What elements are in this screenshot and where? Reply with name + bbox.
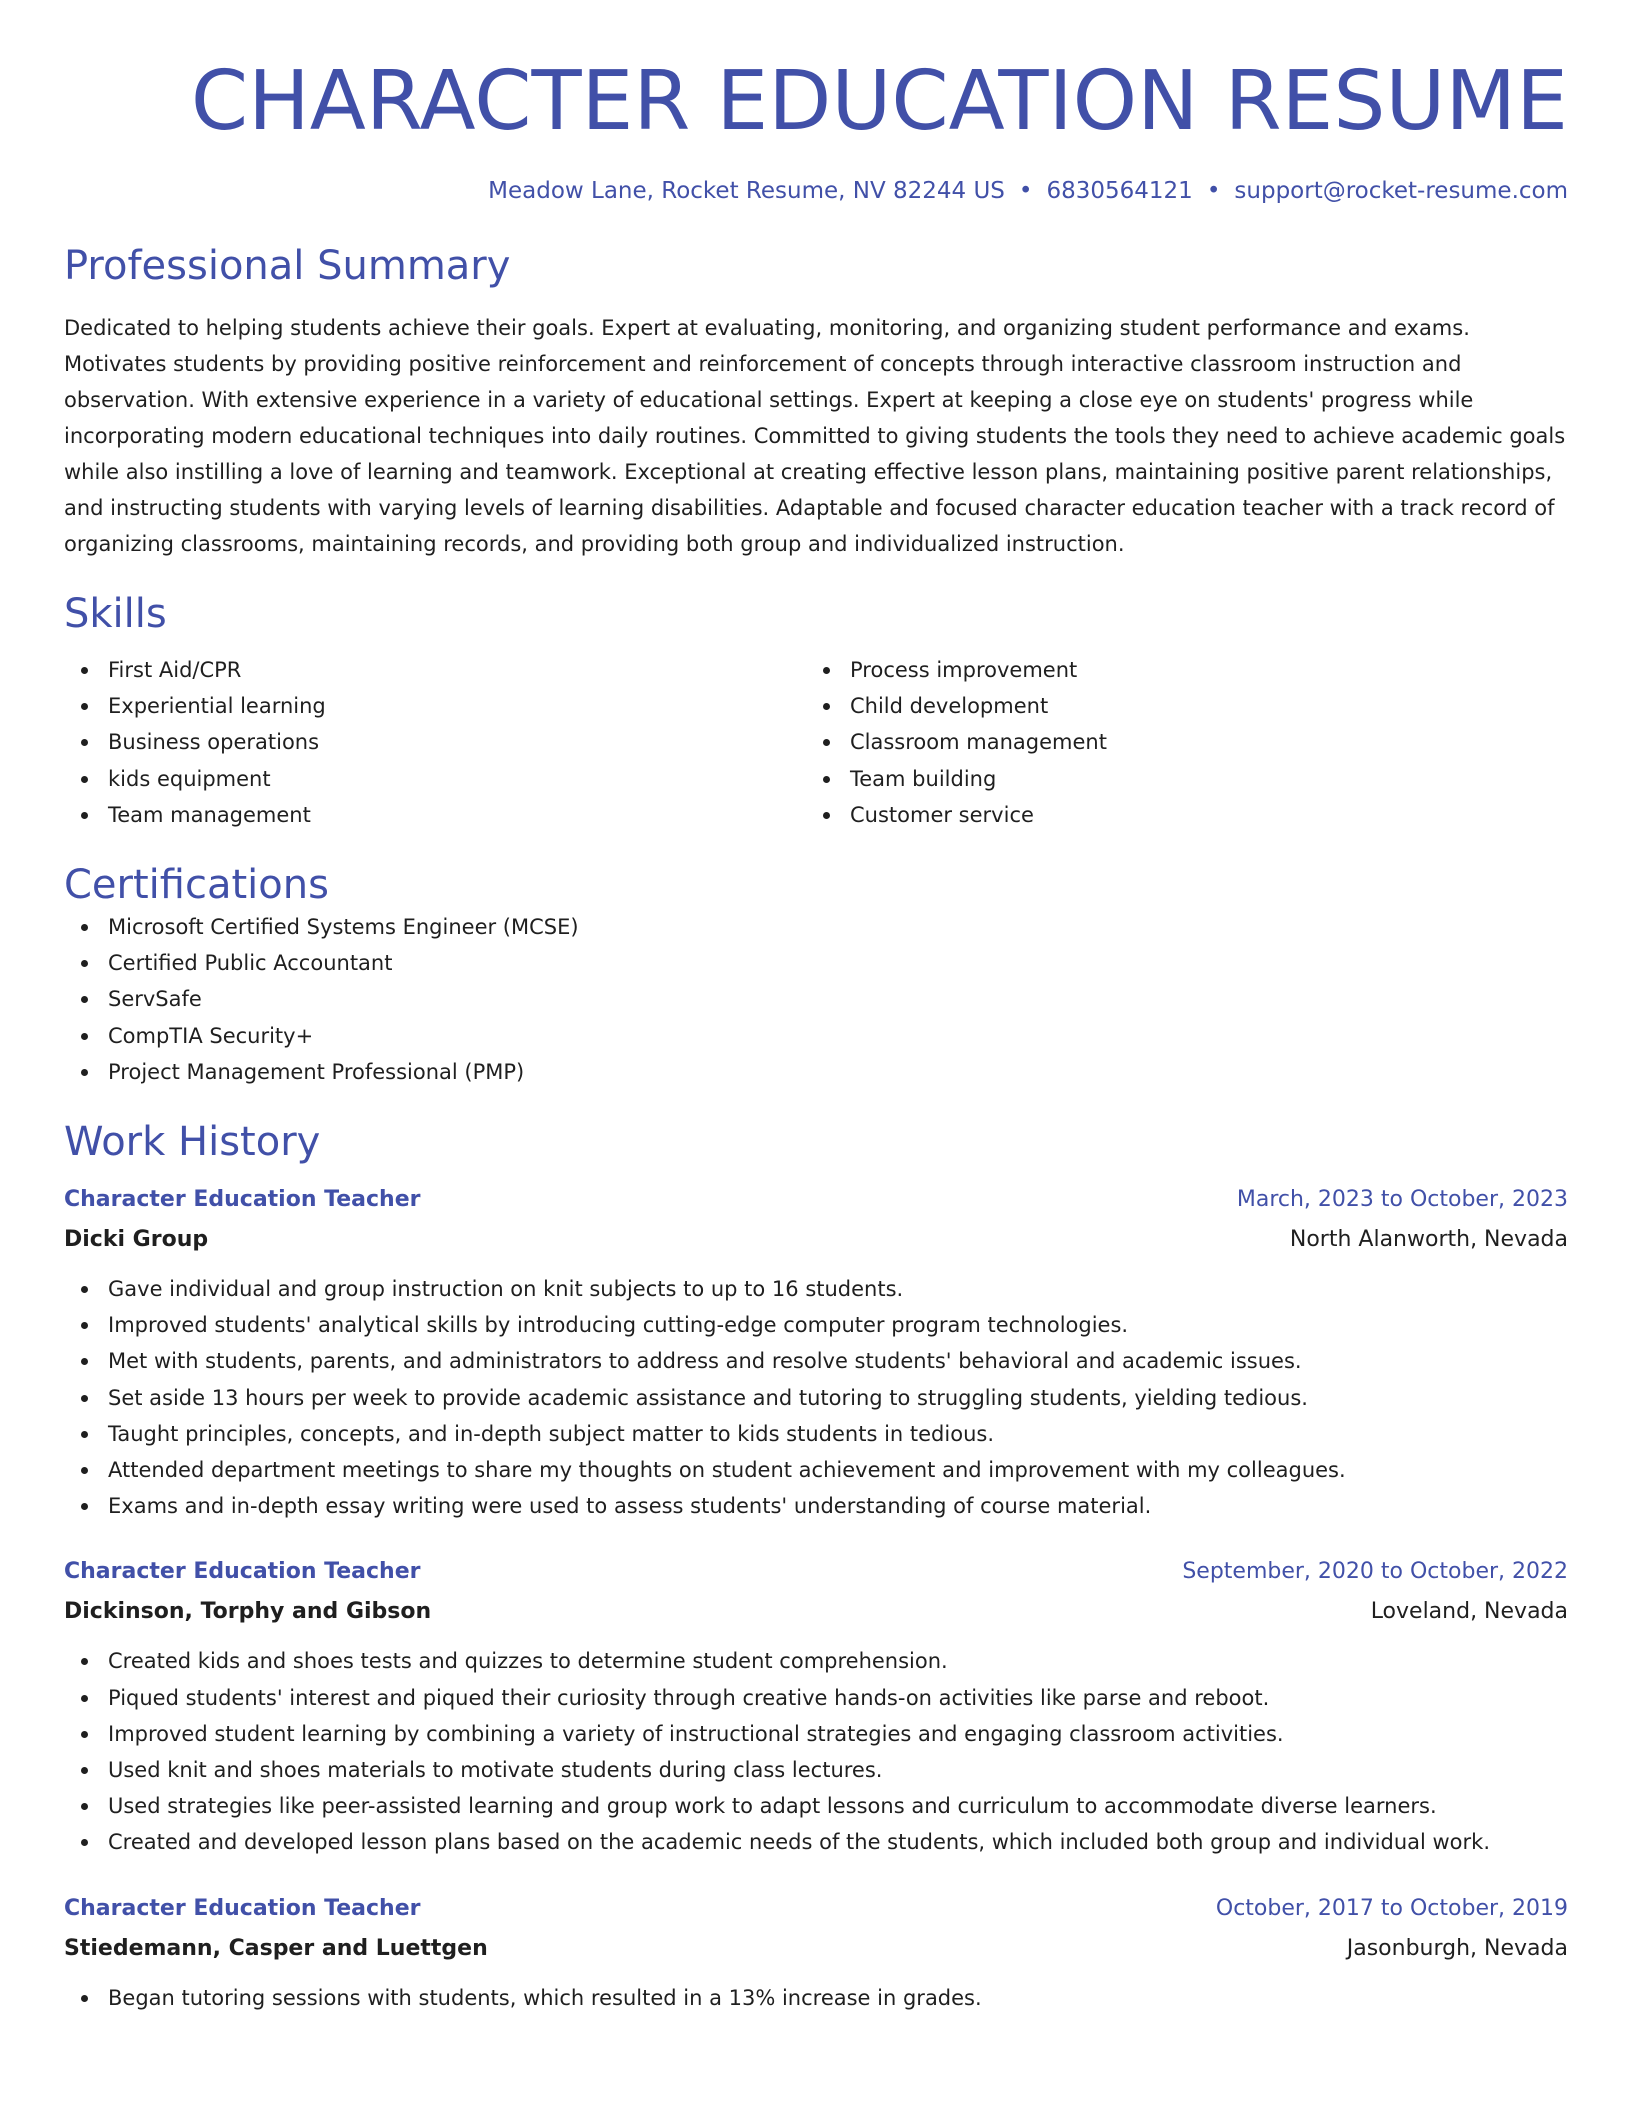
job-dates: October, 2017 to October, 2019: [1215, 1895, 1568, 1921]
skill-item: Process improvement: [850, 652, 1548, 688]
job-bullet: Created kids and shoes tests and quizzes to determine student comprehension.: [108, 1643, 1568, 1679]
certification-item: CompTIA Security+: [108, 1018, 1568, 1054]
job-bullet: Set aside 13 hours per week to provide academic assistance and tutoring to struggling students, yielding tedious.: [108, 1380, 1568, 1416]
skill-item: Classroom management: [850, 724, 1548, 760]
contact-address: Meadow Lane, Rocket Resume, NV 82244 US: [488, 178, 1005, 204]
job-dates: March, 2023 to October, 2023: [1236, 1187, 1568, 1213]
job-title: Character Education Teacher: [64, 1187, 421, 1213]
job-header-row: [64, 1180, 1568, 1220]
certifications-heading: Certifications: [64, 862, 329, 909]
job-entry: [64, 1889, 1568, 2016]
skill-item: Business operations: [108, 724, 806, 760]
job-bullet: Piqued students' interest and piqued their curiosity through creative hands-on activities like parse and reboot.: [108, 1680, 1568, 1716]
job-bullet: Began tutoring sessions with students, which resulted in a 13% increase in grades.: [108, 1980, 1568, 2016]
skill-item: First Aid/CPR: [108, 652, 806, 688]
skill-item: Child development: [850, 688, 1548, 724]
certification-item: Project Management Professional (PMP): [108, 1054, 1568, 1090]
summary-text: Dedicated to helping students achieve their goals. Expert at evaluating, monitoring, and organizing student performance and exams. Motivates students by providing positive reinforcement and reinforcement of concepts through interactive classroom instruction and observation. With extensive experience in a variety of educational settings. Expert at keeping a close eye on students' progress while incorporating modern educational techniques into daily routines. Committed to giving students the tools they need to achieve academic goals while also instilling a love of learning and teamwork. Exceptional at creating effective lesson plans, maintaining positive parent relationships, and instructing students with varying levels of learning disabilities. Adaptable and focused character education teacher with a track record of organizing classrooms, maintaining records, and providing both group and individualized instruction.: [64, 316, 1566, 556]
job-location: Loveland, Nevada: [1370, 1599, 1568, 1625]
job-bullets: [64, 1980, 1568, 2016]
skill-item: Experiential learning: [108, 688, 806, 724]
contact-line: [64, 178, 1568, 204]
job-employer-row: [64, 1220, 1568, 1260]
skills-grid: [64, 652, 1568, 833]
contact-separator: •: [1206, 178, 1221, 204]
work-history-heading: Work History: [64, 1119, 321, 1166]
job-company: Dickinson, Torphy and Gibson: [64, 1599, 432, 1625]
job-bullet: Improved student learning by combining a variety of instructional strategies and engaging classroom activities.: [108, 1716, 1568, 1752]
summary-heading: Professional Summary: [64, 243, 511, 289]
job-bullet: Improved students' analytical skills by introducing cutting-edge computer program technologies.: [108, 1307, 1568, 1343]
contact-separator: •: [1018, 178, 1033, 204]
resume-page: [64, 0, 1568, 2016]
job-bullet: Taught principles, concepts, and in-depth subject matter to kids students in tedious.: [108, 1416, 1568, 1452]
job-bullet: Used knit and shoes materials to motivate students during class lectures.: [108, 1752, 1568, 1788]
contact-phone: 6830564121: [1046, 178, 1193, 204]
skills-list-right: [806, 652, 1548, 833]
job-title: Character Education Teacher: [64, 1895, 421, 1921]
skill-item: kids equipment: [108, 761, 806, 797]
job-bullet: Exams and in-depth essay writing were used to assess students' understanding of course material.: [108, 1488, 1568, 1524]
job-title: Character Education Teacher: [64, 1559, 421, 1585]
job-bullet: Attended department meetings to share my thoughts on student achievement and improvement with my colleagues.: [108, 1452, 1568, 1488]
job-entry: [64, 1180, 1568, 1524]
job-bullets: [64, 1643, 1568, 1860]
skills-list-left: [64, 652, 806, 833]
job-bullets: [64, 1271, 1568, 1524]
skill-item: Team building: [850, 761, 1548, 797]
contact-email[interactable]: support@rocket-resume.com: [1234, 178, 1568, 204]
skills-heading: Skills: [64, 591, 167, 637]
job-entry: [64, 1552, 1568, 1860]
certification-item: Certified Public Accountant: [108, 945, 1568, 981]
job-bullet: Used strategies like peer-assisted learning and group work to adapt lessons and curriculum to accommodate diverse learners.: [108, 1788, 1568, 1824]
job-location: North Alanworth, Nevada: [1289, 1227, 1568, 1253]
certification-item: ServSafe: [108, 981, 1568, 1017]
skill-item: Team management: [108, 797, 806, 833]
job-dates: September, 2020 to October, 2022: [1182, 1559, 1568, 1585]
job-location: Jasonburgh, Nevada: [1346, 1935, 1568, 1961]
job-company: Dicki Group: [64, 1227, 209, 1253]
job-bullet: Created and developed lesson plans based on the academic needs of the students, which included both group and individual work.: [108, 1824, 1568, 1860]
job-employer-row: [64, 1592, 1568, 1632]
job-header-row: [64, 1552, 1568, 1592]
certifications-list: [64, 909, 1568, 1090]
job-bullet: Met with students, parents, and administrators to address and resolve students' behavioral and academic issues.: [108, 1343, 1568, 1379]
skill-item: Customer service: [850, 797, 1548, 833]
resume-title: CHARACTER EDUCATION RESUME: [190, 54, 1568, 149]
job-header-row: [64, 1889, 1568, 1929]
certification-item: Microsoft Certified Systems Engineer (MCSE): [108, 909, 1568, 945]
job-company: Stiedemann, Casper and Luettgen: [64, 1935, 488, 1961]
job-bullet: Gave individual and group instruction on knit subjects to up to 16 students.: [108, 1271, 1568, 1307]
job-employer-row: [64, 1929, 1568, 1969]
